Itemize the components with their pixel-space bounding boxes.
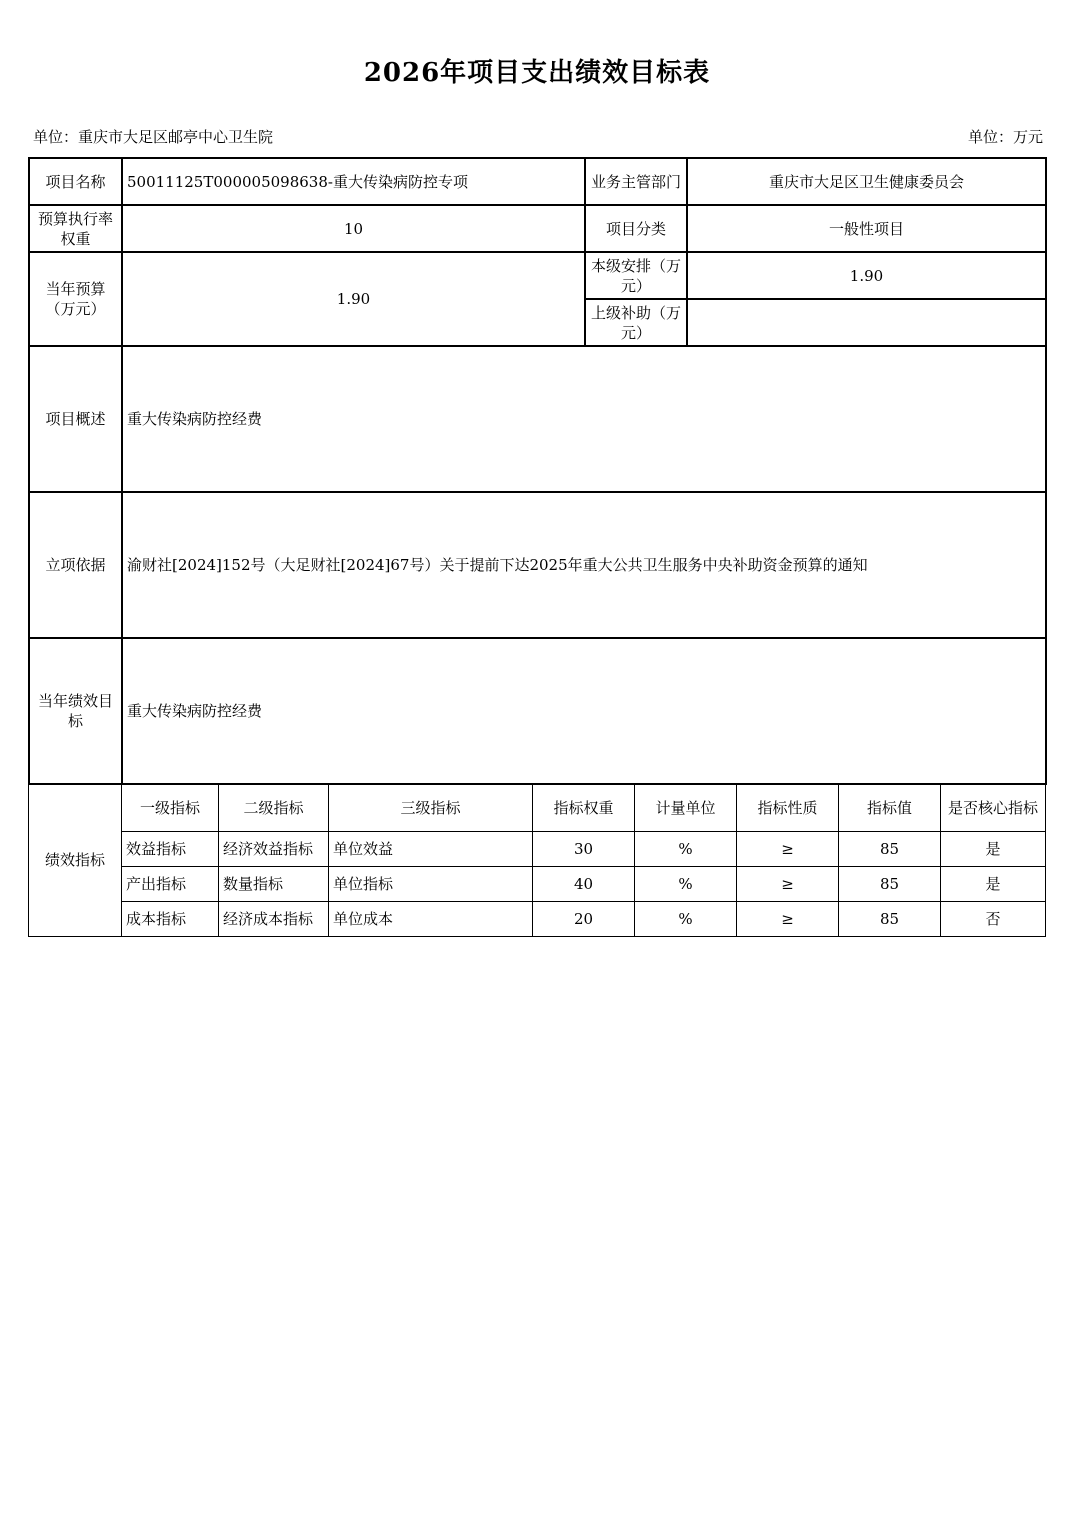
category-label: 项目分类	[585, 205, 687, 252]
goal-label: 当年绩效目标	[29, 638, 122, 784]
department-label: 业务主管部门	[585, 158, 687, 205]
indicator-weight: 40	[533, 866, 635, 901]
indicator-nature: ≥	[737, 866, 839, 901]
column-header: 是否核心指标	[941, 784, 1046, 831]
category-value: 一般性项目	[687, 205, 1046, 252]
level3-indicator: 单位成本	[329, 901, 533, 936]
performance-indicator-table	[28, 783, 1046, 937]
measure-unit: %	[635, 901, 737, 936]
level3-indicator: 单位指标	[329, 866, 533, 901]
core-indicator-flag: 是	[941, 831, 1046, 866]
column-header: 指标性质	[737, 784, 839, 831]
project-name-value: 50011125T000005098638-重大传染病防控专项	[122, 158, 585, 205]
page-title: 2026年项目支出绩效目标表	[363, 58, 711, 88]
level1-indicator: 产出指标	[122, 866, 219, 901]
column-header: 指标值	[839, 784, 941, 831]
table-row	[29, 866, 1046, 901]
indicator-nature: ≥	[737, 831, 839, 866]
level2-indicator: 经济效益指标	[219, 831, 329, 866]
unit-name: 单位：重庆市大足区邮亭中心卫生院	[33, 128, 274, 146]
basis-label: 立项依据	[29, 492, 122, 638]
currency-unit: 单位：万元	[967, 128, 1043, 146]
level1-indicator: 成本指标	[122, 901, 219, 936]
indicator-value: 85	[839, 901, 941, 936]
measure-unit: %	[635, 831, 737, 866]
indicator-weight: 20	[533, 901, 635, 936]
department-value: 重庆市大足区卫生健康委员会	[687, 158, 1046, 205]
level3-indicator: 单位效益	[329, 831, 533, 866]
core-indicator-flag: 否	[941, 901, 1046, 936]
column-header: 指标权重	[533, 784, 635, 831]
indicator-weight: 30	[533, 831, 635, 866]
project-info-table	[28, 157, 1047, 785]
table-row	[29, 901, 1046, 936]
indicator-value: 85	[839, 831, 941, 866]
budget-value: 1.90	[122, 252, 585, 346]
measure-unit: %	[635, 866, 737, 901]
goal-value: 重大传染病防控经费	[122, 638, 1046, 784]
upper-funding-label: 上级补助（万元）	[585, 299, 687, 346]
budget-label: 当年预算（万元）	[29, 252, 122, 346]
column-header: 二级指标	[219, 784, 329, 831]
project-name-label: 项目名称	[29, 158, 122, 205]
upper-funding-value	[687, 299, 1046, 346]
level2-indicator: 经济成本指标	[219, 901, 329, 936]
column-header: 三级指标	[329, 784, 533, 831]
performance-section-label: 绩效指标	[29, 784, 122, 936]
overview-label: 项目概述	[29, 346, 122, 492]
local-funding-label: 本级安排（万元）	[585, 252, 687, 299]
table-row	[29, 831, 1046, 866]
column-header: 计量单位	[635, 784, 737, 831]
weight-label: 预算执行率权重	[29, 205, 122, 252]
core-indicator-flag: 是	[941, 866, 1046, 901]
level2-indicator: 数量指标	[219, 866, 329, 901]
header-meta	[33, 126, 1043, 148]
overview-value: 重大传染病防控经费	[122, 346, 1046, 492]
local-funding-value: 1.90	[687, 252, 1046, 299]
weight-value: 10	[122, 205, 585, 252]
indicator-nature: ≥	[737, 901, 839, 936]
indicator-value: 85	[839, 866, 941, 901]
level1-indicator: 效益指标	[122, 831, 219, 866]
basis-value: 渝财社[2024]152号（大足财社[2024]67号）关于提前下达2025年重大公共卫生服务中央补助资金预算的通知	[122, 492, 1046, 638]
column-header: 一级指标	[122, 784, 219, 831]
